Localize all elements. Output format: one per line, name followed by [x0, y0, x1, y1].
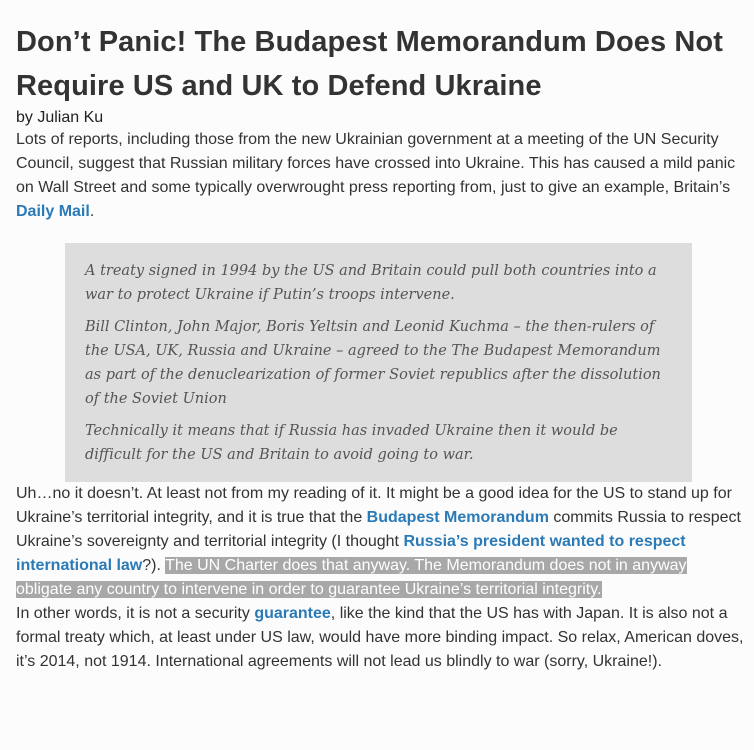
budapest-memorandum-link[interactable]: Budapest Memorandum [366, 509, 549, 526]
article [16, 20, 746, 674]
highlighted-selection[interactable]: The UN Charter does that anyway. The Memorandum does not in anyway obligate any country to intervene in order to guarantee Ukraine’s territorial integrity. [16, 557, 687, 598]
byline: by Julian Ku [16, 109, 104, 126]
guarantee-link[interactable]: guarantee [254, 605, 331, 622]
blockquote [65, 243, 692, 482]
paragraph-intro [16, 128, 746, 224]
paragraph-intro-end: . [89, 203, 95, 220]
russia-president-link[interactable]: Russia’s president wanted to respect international law [16, 533, 686, 574]
paragraph-response-text-a: Uh…no it doesn’t. At least not from my reading of it. It might be a good idea for the US to stand up for Ukraine’s territorial integrity, and it is true that the [16, 485, 732, 526]
article-title: Don’t Panic! The Budapest Memorandum Does Not Require US and UK to Defend Ukraine [16, 26, 723, 102]
paragraph-conclusion-text-b: , like the kind that the US has with Japan. It is also not a formal treaty which, at least under US law, would have more binding impact. So relax, American doves, it’s 2014, not 1914. International agreements will not lead us blindly to war (sorry, Ukraine!). [16, 605, 744, 670]
quote-paragraph-2: Bill Clinton, John Major, Boris Yeltsin and Leonid Kuchma – the then-rulers of the USA, UK, Russia and Ukraine – agreed to the The Budapest Memorandum as part of the denuclearization of former Soviet republics after the dissolution of the Soviet Union [85, 319, 661, 407]
paragraph-response [16, 482, 746, 602]
paragraph-conclusion [16, 602, 746, 674]
quote-paragraph-3: Technically it means that if Russia has invaded Ukraine then it would be difficult for the US and Britain to avoid going to war. [85, 423, 618, 463]
paragraph-intro-text: Lots of reports, including those from the new Ukrainian government at a meeting of the UN Security Council, suggest that Russian military forces have crossed into Ukraine. This has caused a mild panic on Wall Street and some typically overwrought press reporting from, just to give an example, Britain’s [16, 131, 736, 196]
daily-mail-link[interactable]: Daily Mail [16, 203, 90, 220]
paragraph-response-text-b: commits Russia to respect Ukraine’s sovereignty and territorial integrity (I thought [16, 509, 741, 550]
paragraph-conclusion-text-a: In other words, it is not a security [16, 605, 255, 622]
paragraph-response-text-c: ?). [142, 557, 166, 574]
quote-paragraph-1: A treaty signed in 1994 by the US and Britain could pull both countries into a war to protect Ukraine if Putin’s troops intervene. [85, 263, 657, 303]
